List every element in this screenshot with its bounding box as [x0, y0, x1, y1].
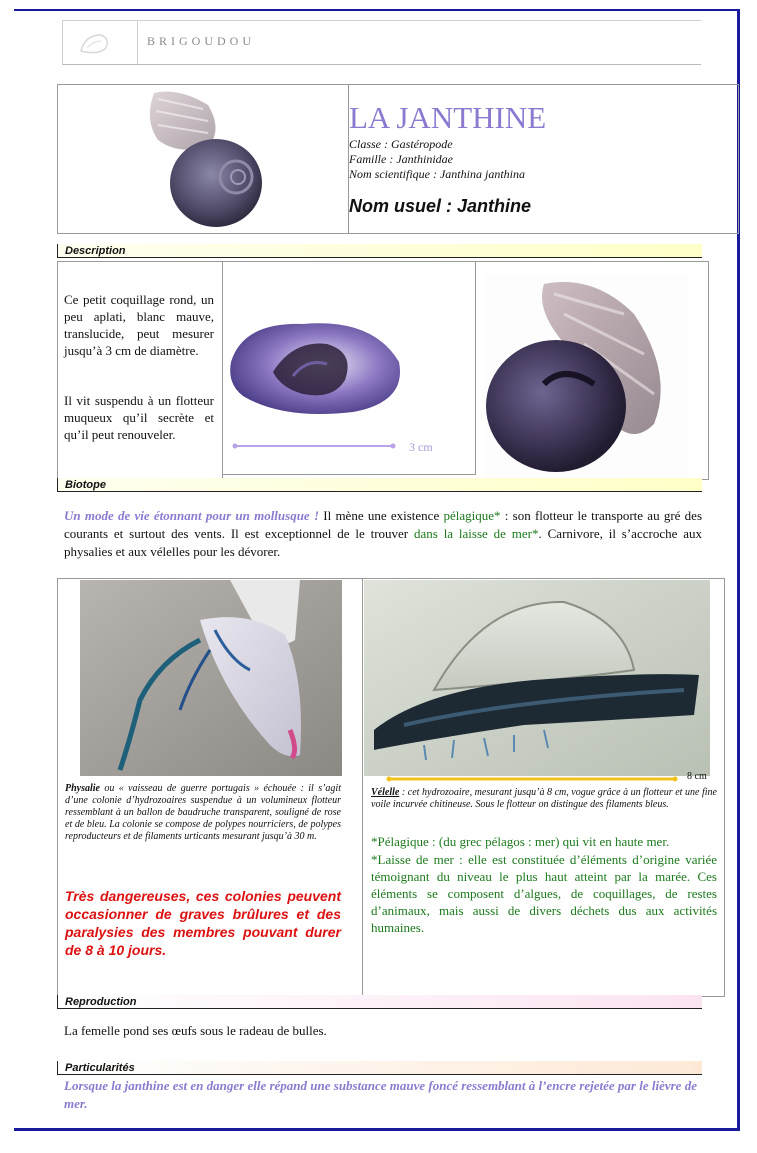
glossary-laisse: *Laisse de mer : elle est constituée d’éléments d’origine variée témoignant du niveau le plus haut atteint par la marée. Ces éléments se composent d’algues, de coquillages, de restes d’animaux, mais aussi de divers déchets dus aux activités humaines. — [371, 852, 717, 935]
biotope-laisse: dans la laisse de mer* — [414, 526, 539, 541]
page-header — [62, 20, 701, 65]
species-header — [57, 84, 739, 234]
physalie-photo — [80, 580, 342, 776]
janthine-photo — [58, 85, 349, 233]
particularites-text: Lorsque la janthine est en danger elle répand une substance mauve foncé ressemblant à l’encre rejetée par le lièvre de mer. — [64, 1078, 697, 1111]
biotope-pelagique: pélagique* — [443, 508, 501, 523]
physalie-caption — [65, 783, 341, 843]
physalie-caption-text: ou « vaisseau de guerre portugais » échouée : il s’agit d’une colonie d’hydrozoaires suspendue à un volumineux flotteur ressemblant à un ballon de baudruche transparent, souligné de rose et de bleu. La colonie se compose de polypes nourriciers, de polypes reproducteurs et de filaments urticants mesurant jusqu’à 30 m. — [65, 783, 341, 842]
brand-name: BRIGOUDOU — [147, 34, 255, 48]
biotope-text-3: . Carnivore, il s’accroche aux physalies et aux vélelles pour les dévorer. — [64, 526, 702, 559]
section-biotope-heading: Biotope — [57, 478, 702, 492]
species-scientific-name: Nom scientifique : Janthina janthina — [349, 167, 525, 181]
biotope-text-2: : son flotteur le transporte au gré des courants et surtout des vents. Il est exceptionnel de le trouver — [64, 508, 702, 541]
section-particularites-heading: Particularités — [57, 1061, 702, 1075]
janthine-shell-side-photo — [484, 274, 689, 478]
biotope-paragraph — [64, 507, 702, 561]
velelle-scale-bar — [386, 776, 678, 782]
shell-logo — [63, 21, 138, 64]
velelle-scale-label: 8 cm — [687, 771, 707, 782]
species-title: LA JANTHINE — [349, 100, 547, 135]
species-class: Classe : Gastéropode — [349, 137, 453, 151]
biotope-text-1: Il mène une existence — [319, 508, 444, 523]
velelle-name: Vélelle — [371, 787, 400, 798]
physalie-warning: Très dangereuses, ces colonies peuvent occasionner de graves brûlures et des paralysies des membres pouvant durer de 8 à 10 jours. — [65, 888, 341, 958]
physalie-name: Physalie — [65, 783, 100, 794]
species-common-name: Nom usuel : Janthine — [349, 196, 532, 216]
description-table — [57, 261, 709, 480]
description-paragraph-2: Il vit suspendu à un flotteur muqueux qu’il secrète et qu’il peut renouveler. — [64, 393, 214, 442]
janthine-shell-open-photo — [223, 262, 476, 475]
predators-table — [57, 578, 725, 997]
physalie-cell — [58, 579, 363, 996]
description-paragraph-1: Ce petit coquillage rond, un peu aplati, blanc mauve, translucide, peut mesurer jusqu’à 3 cm de diamètre. — [64, 292, 214, 358]
section-description-heading: Description — [57, 244, 702, 258]
reproduction-text: La femelle pond ses œufs sous le radeau de bulles. — [64, 1023, 327, 1038]
glossary-pelagique: *Pélagique : (du grec pélagos : mer) qui vit en haute mer. — [371, 834, 670, 849]
species-family: Famille : Janthinidae — [349, 152, 453, 166]
velelle-caption-text: : cet hydrozoaire, mesurant jusqu’à 8 cm, vogue grâce à un flotteur et une fine voile incurvée chitineuse. Sous le flotteur on distingue des filaments bleus. — [371, 787, 717, 810]
biotope-lead: Un mode de vie étonnant pour un mollusque ! — [64, 508, 320, 523]
section-reproduction-heading: Reproduction — [57, 995, 702, 1009]
velelle-caption — [371, 787, 717, 811]
description-text-cell — [58, 262, 223, 479]
shell-scale-label: 3 cm — [409, 440, 433, 454]
velelle-photo — [364, 580, 710, 776]
